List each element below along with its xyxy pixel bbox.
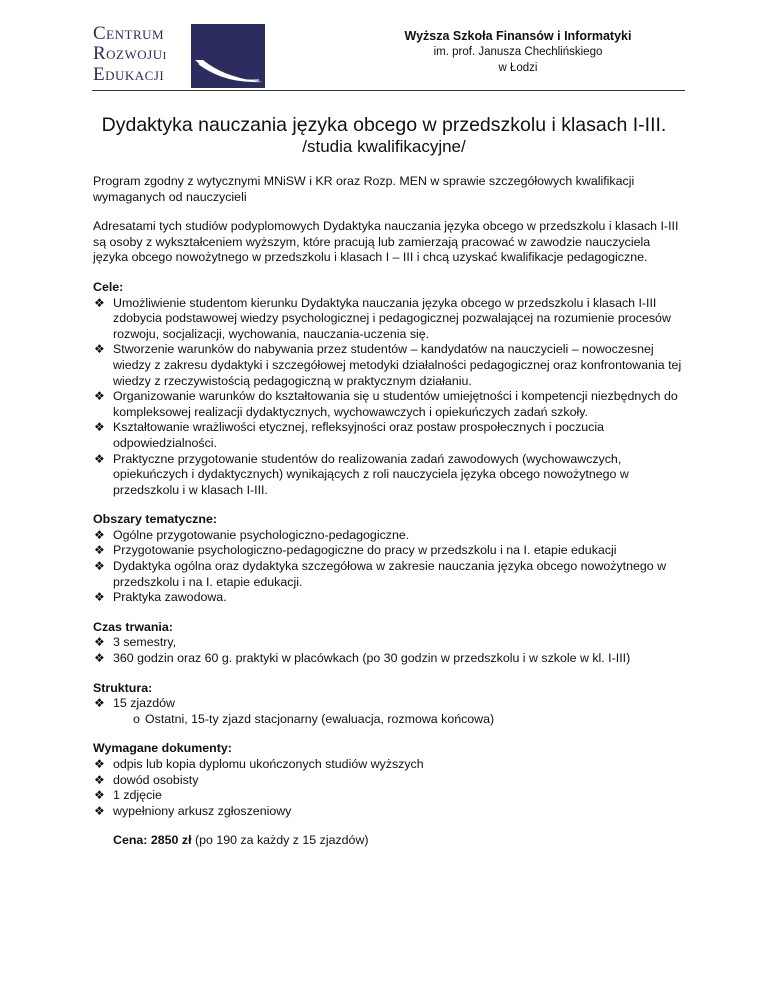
list-item: ❖ 15 zjazdów xyxy=(94,696,175,711)
list-item: ❖ wypełniony arkusz zgłoszeniowy xyxy=(94,803,292,818)
school-city: w Łodzi xyxy=(498,62,538,74)
diamond-bullet-icon: ❖ xyxy=(94,635,105,650)
intro-paragraph-1: Program zgodny z wytycznymi MNiSW i KR oraz Rozp. MEN w sprawie szczegółowych kwalifikacji wymaganych od nauczycieli xyxy=(93,174,635,204)
structure-sub-item: o Ostatni, 15-ty zjazd stacjonarny (ewaluacja, rozmowa końcowa) xyxy=(133,711,495,726)
diamond-bullet-icon: ❖ xyxy=(94,803,105,818)
diamond-bullet-icon: ❖ xyxy=(94,772,105,787)
price-detail: (po 190 za każdy z 15 zjazdów) xyxy=(191,833,369,848)
documents-section xyxy=(93,741,683,819)
structure-heading: Struktura: xyxy=(93,680,153,695)
document-title: Dydaktyka nauczania języka obcego w przedszkolu i klasach I-III. xyxy=(101,114,667,136)
diamond-bullet-icon: ❖ xyxy=(94,559,105,574)
logo-line-2: Rozwoju xyxy=(93,43,163,64)
topics-list xyxy=(93,528,683,606)
diamond-bullet-icon: ❖ xyxy=(94,342,105,357)
diamond-bullet-icon: ❖ xyxy=(94,420,105,435)
intro-paragraph-2: Adresatami tych studiów podyplomowych Dydaktyka nauczania języka obcego w przedszkolu i klasach I-III są osoby z wykształceniem wyższym, które pracują lub zamierzają pracować w zawodzie nauczyciela języka obcego nowożytnego w przedszkolu i klasach I – III i chcą uzyskać kwalifikacje pedagogiczne. xyxy=(93,219,679,265)
price-line xyxy=(93,833,683,849)
logo-swoosh-icon xyxy=(189,24,269,88)
structure-list xyxy=(93,696,683,712)
diamond-bullet-icon: ❖ xyxy=(94,543,105,558)
diamond-bullet-icon: ❖ xyxy=(94,527,105,542)
list-item: ❖ Praktyczne przygotowanie studentów do realizowania zadań zawodowych (wychowawczych, opiekuńczych i dydaktycznych) wynikających z roli nauczyciela języka obcego nowożytnego w przedszkolu i w klasach I-III. xyxy=(94,451,629,497)
list-item: ❖ Umożliwienie studentom kierunku Dydaktyka nauczania języka obcego w przedszkolu i klasach I-III zdobycia podstawowej wiedzy psychologicznej i pedagogicznej pozwalającej na rozumienie procesów rozwoju, socjalizacji, wychowania, nauczania-uczenia się. xyxy=(94,295,671,341)
diamond-bullet-icon: ❖ xyxy=(94,389,105,404)
duration-section xyxy=(93,620,683,667)
list-item: ❖ 3 semestry, xyxy=(94,635,177,650)
list-item: ❖ Ogólne przygotowanie psychologiczno-pedagogiczne. xyxy=(94,527,410,542)
goals-heading: Cele: xyxy=(93,279,124,294)
header-divider xyxy=(92,90,685,91)
logo-line-1: Centrum xyxy=(93,23,165,44)
diamond-bullet-icon: ❖ xyxy=(94,788,105,803)
topics-section xyxy=(93,512,683,606)
list-item: ❖ Kształtowanie wrażliwości etycznej, refleksyjności oraz postaw prospołecznych i poczucia odpowiedzialności. xyxy=(94,420,605,450)
goals-section xyxy=(93,280,683,498)
circle-bullet-icon: o xyxy=(133,711,140,726)
diamond-bullet-icon: ❖ xyxy=(94,590,105,605)
list-item: ❖ 1 zdjęcie xyxy=(94,788,162,803)
centrum-logo xyxy=(93,24,273,88)
diamond-bullet-icon: ❖ xyxy=(94,651,105,666)
logo-text xyxy=(93,24,193,85)
list-item: ❖ Przygotowanie psychologiczno-pedagogiczne do pracy w przedszkolu i na I. etapie edukacji xyxy=(94,543,617,558)
school-header xyxy=(388,28,648,76)
school-name: Wyższa Szkoła Finansów i Informatyki xyxy=(404,29,632,43)
list-item: ❖ Praktyka zawodowa. xyxy=(94,590,227,605)
list-item: ❖ Stworzenie warunków do nabywania przez studentów – kandydatów na nauczycieli – nowoczesnej wiedzy z zakresu dydaktyki i szczegółowej metodyki działalności pedagogicznej oraz konfrontowania tej wiedzy z rzeczywistością pedagogiczną w praktycznym działaniu. xyxy=(94,342,682,388)
document-body xyxy=(93,174,683,849)
diamond-bullet-icon: ❖ xyxy=(94,696,105,711)
diamond-bullet-icon: ❖ xyxy=(94,451,105,466)
price-label: Cena: 2850 zł xyxy=(113,833,192,848)
logo-line-2-suffix: i xyxy=(162,47,167,63)
duration-list xyxy=(93,635,683,666)
duration-heading: Czas trwania: xyxy=(93,619,173,634)
logo-line-3: Edukacji xyxy=(93,64,165,85)
list-item: ❖ Organizowanie warunków do kształtowania się u studentów umiejętności i kompetencji niezbędnych do kompleksowej realizacji dydaktycznych, wychowawczych i opiekuńczych zadań szkoły. xyxy=(94,389,678,419)
goals-list xyxy=(93,296,683,499)
structure-section xyxy=(93,681,683,728)
list-item: ❖ 360 godzin oraz 60 g. praktyki w placówkach (po 30 godzin w przedszkolu i w szkole w kl. I-III) xyxy=(94,651,631,666)
list-item: ❖ odpis lub kopia dyplomu ukończonych studiów wyższych xyxy=(94,757,424,771)
documents-heading: Wymagane dokumenty: xyxy=(93,741,232,756)
list-item: ❖ dowód osobisty xyxy=(94,772,199,787)
diamond-bullet-icon: ❖ xyxy=(94,757,105,771)
list-item: ❖ Dydaktyka ogólna oraz dydaktyka szczegółowa w zakresie nauczania języka obcego nowożytnego w przedszkolu i na I. etapie edukacji. xyxy=(94,559,667,589)
document-subtitle: /studia kwalifikacyjne/ xyxy=(302,137,466,156)
topics-heading: Obszary tematyczne: xyxy=(93,512,217,527)
school-patron: im. prof. Janusza Chechlińskiego xyxy=(433,46,603,58)
diamond-bullet-icon: ❖ xyxy=(94,295,105,310)
documents-list xyxy=(93,757,683,819)
